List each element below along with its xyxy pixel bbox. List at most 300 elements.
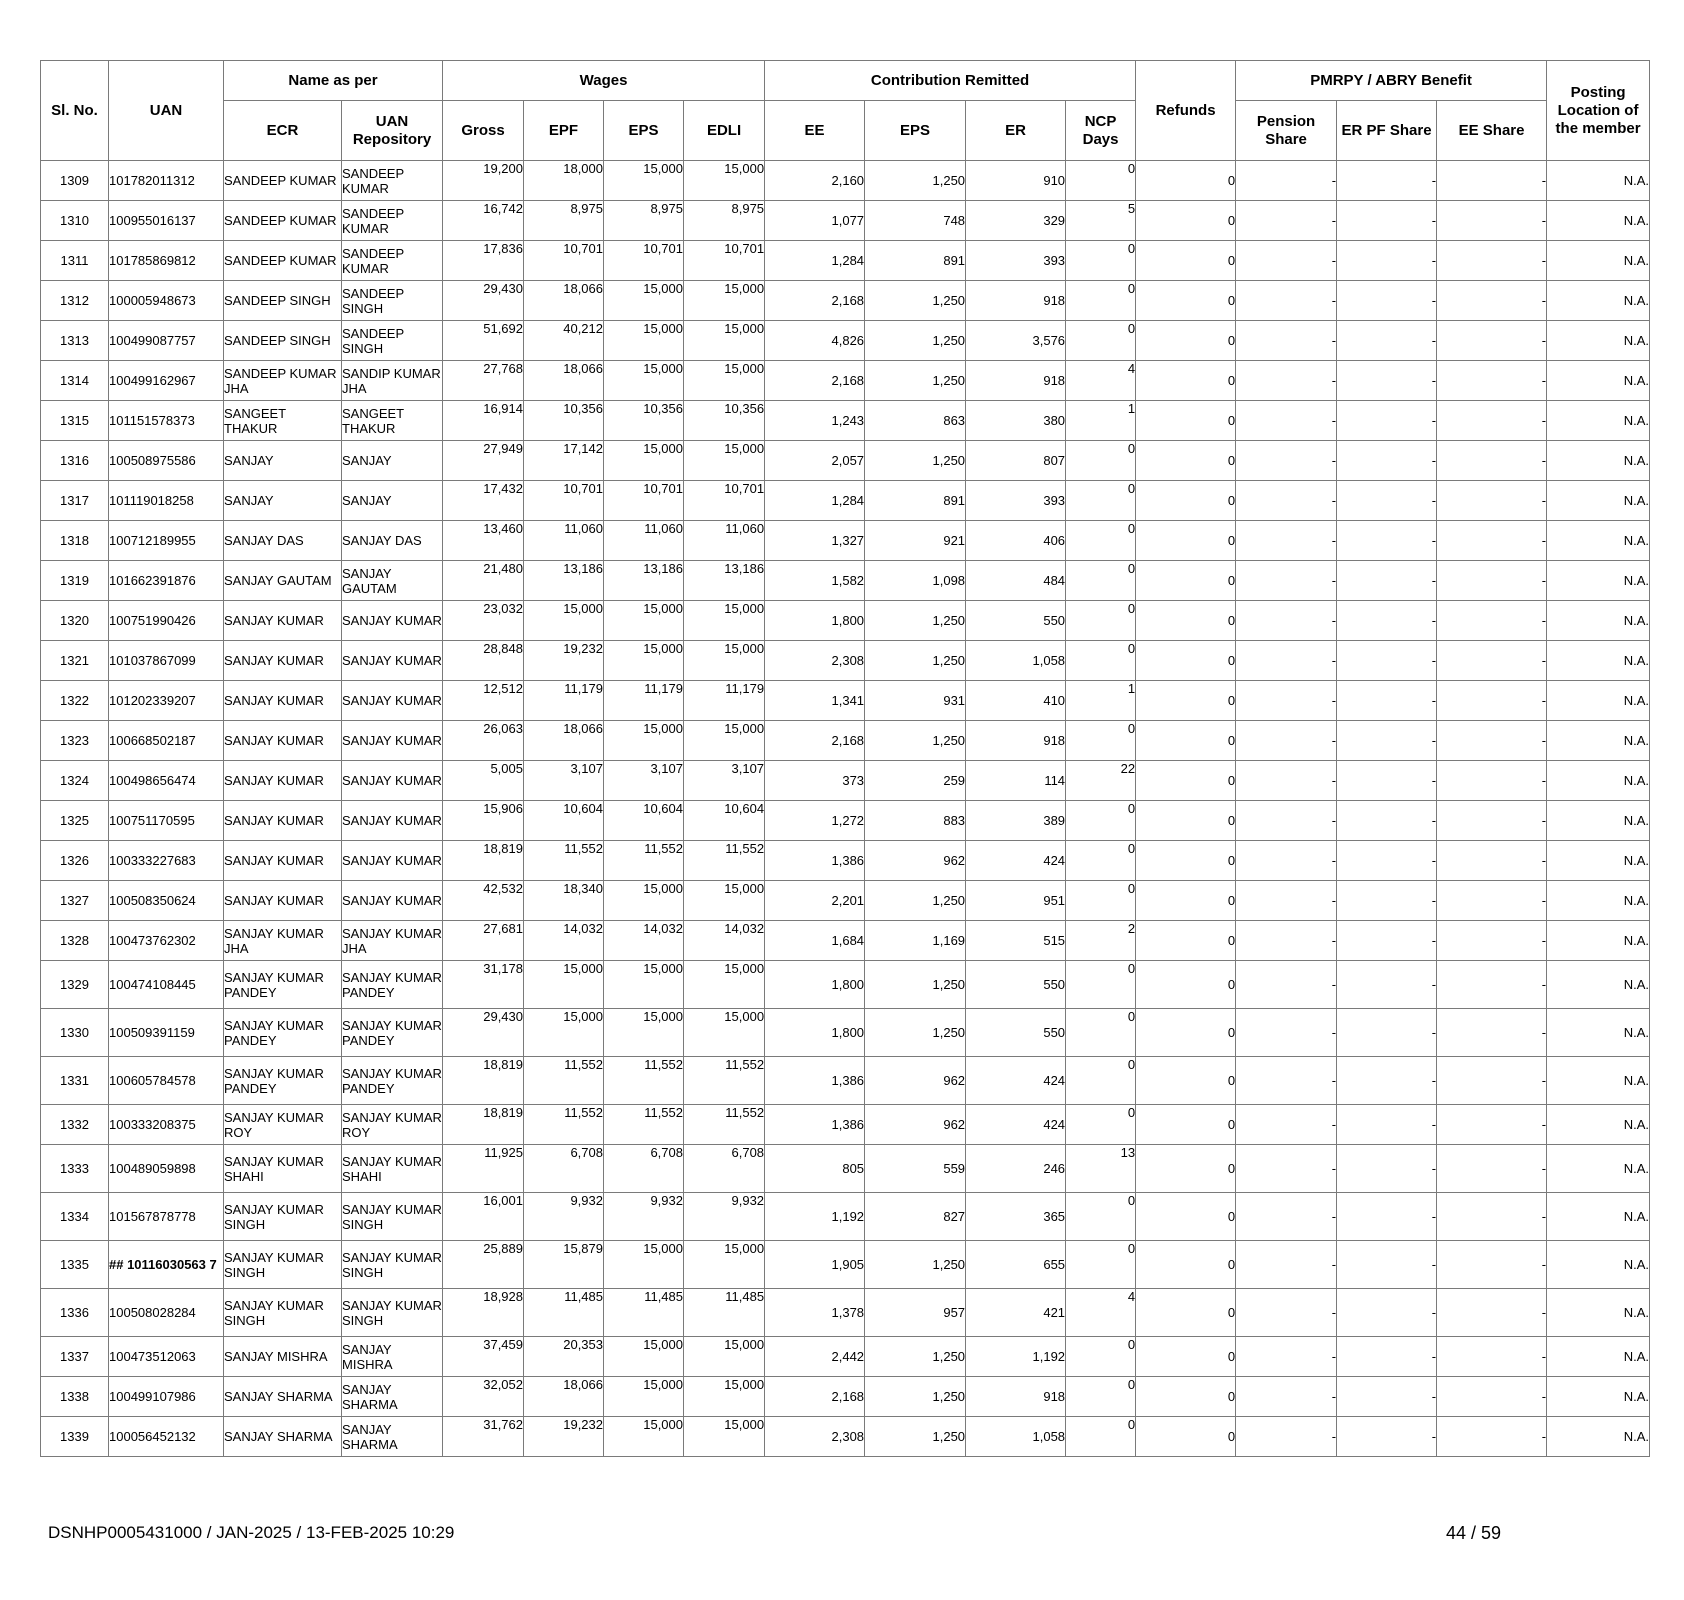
cell-pension-share: - [1236, 561, 1337, 601]
cell-sl-no: 1331 [41, 1057, 109, 1105]
cell-pension-share: - [1236, 601, 1337, 641]
cell-wages-eps: 10,604 [604, 801, 684, 841]
cell-pension-share: - [1236, 1241, 1337, 1289]
cell-contrib-ee: 1,684 [765, 921, 865, 961]
cell-wages-gross: 32,052 [443, 1377, 524, 1417]
cell-name-uan-repository: SANJAY KUMAR JHA [342, 921, 443, 961]
cell-pension-share: - [1236, 521, 1337, 561]
header-edli: EDLI [684, 101, 765, 161]
cell-refunds: 0 [1136, 561, 1236, 601]
cell-uan: 100499162967 [109, 361, 224, 401]
cell-contrib-er: 951 [966, 881, 1066, 921]
cell-name-uan-repository: SANJAY KUMAR SINGH [342, 1241, 443, 1289]
cell-name-ecr: SANJAY KUMAR JHA [224, 921, 342, 961]
cell-wages-eps: 15,000 [604, 281, 684, 321]
cell-er-pf-share: - [1337, 1057, 1437, 1105]
cell-contrib-ee: 2,168 [765, 281, 865, 321]
cell-uan: 101785869812 [109, 241, 224, 281]
cell-posting-location: N.A. [1547, 321, 1650, 361]
cell-contrib-er: 1,058 [966, 641, 1066, 681]
cell-wages-gross: 51,692 [443, 321, 524, 361]
cell-contrib-er: 918 [966, 281, 1066, 321]
cell-uan: 101782011312 [109, 161, 224, 201]
cell-wages-eps: 15,000 [604, 1009, 684, 1057]
cell-wages-eps: 11,179 [604, 681, 684, 721]
cell-wages-gross: 5,005 [443, 761, 524, 801]
cell-wages-edli: 11,552 [684, 841, 765, 881]
cell-name-ecr: SANJAY KUMAR [224, 801, 342, 841]
cell-er-pf-share: - [1337, 1417, 1437, 1457]
cell-name-ecr: SANJAY KUMAR SINGH [224, 1241, 342, 1289]
cell-wages-epf: 14,032 [524, 921, 604, 961]
table-row [41, 961, 1650, 1009]
cell-refunds: 0 [1136, 201, 1236, 241]
cell-contrib-er: 1,058 [966, 1417, 1066, 1457]
cell-posting-location: N.A. [1547, 721, 1650, 761]
cell-sl-no: 1321 [41, 641, 109, 681]
cell-wages-gross: 13,460 [443, 521, 524, 561]
cell-contrib-ee: 1,243 [765, 401, 865, 441]
cell-wages-gross: 29,430 [443, 1009, 524, 1057]
cell-uan: 100751990426 [109, 601, 224, 641]
header-gross: Gross [443, 101, 524, 161]
cell-pension-share: - [1236, 401, 1337, 441]
cell-ee-share: - [1437, 601, 1547, 641]
cell-ee-share: - [1437, 641, 1547, 681]
cell-ee-share: - [1437, 361, 1547, 401]
footer-page-indicator: 44 / 59 [1446, 1523, 1502, 1543]
cell-uan: ## 10116030563 7 [109, 1241, 224, 1289]
cell-wages-eps: 8,975 [604, 201, 684, 241]
cell-pension-share: - [1236, 1105, 1337, 1145]
cell-ncp-days: 0 [1066, 961, 1136, 1009]
cell-wages-epf: 11,179 [524, 681, 604, 721]
cell-name-ecr: SANDEEP SINGH [224, 321, 342, 361]
cell-sl-no: 1339 [41, 1417, 109, 1457]
cell-ncp-days: 0 [1066, 881, 1136, 921]
cell-uan: 100056452132 [109, 1417, 224, 1457]
cell-contrib-ee: 1,378 [765, 1289, 865, 1337]
cell-er-pf-share: - [1337, 481, 1437, 521]
cell-wages-epf: 10,356 [524, 401, 604, 441]
cell-wages-epf: 6,708 [524, 1145, 604, 1193]
cell-ncp-days: 4 [1066, 1289, 1136, 1337]
cell-pension-share: - [1236, 1145, 1337, 1193]
table-row [41, 1193, 1650, 1241]
cell-wages-edli: 15,000 [684, 441, 765, 481]
cell-name-uan-repository: SANJAY KUMAR [342, 681, 443, 721]
cell-refunds: 0 [1136, 1057, 1236, 1105]
cell-wages-edli: 10,356 [684, 401, 765, 441]
cell-wages-gross: 31,178 [443, 961, 524, 1009]
cell-contrib-eps: 1,250 [865, 1377, 966, 1417]
cell-name-uan-repository: SANJAY DAS [342, 521, 443, 561]
cell-sl-no: 1311 [41, 241, 109, 281]
cell-pension-share: - [1236, 241, 1337, 281]
cell-ncp-days: 2 [1066, 921, 1136, 961]
cell-wages-epf: 18,066 [524, 1377, 604, 1417]
cell-ee-share: - [1437, 1417, 1547, 1457]
table-row [41, 681, 1650, 721]
cell-er-pf-share: - [1337, 681, 1437, 721]
header-name-as-per: Name as per [224, 61, 443, 101]
cell-refunds: 0 [1136, 801, 1236, 841]
cell-ee-share: - [1437, 401, 1547, 441]
cell-contrib-eps: 1,250 [865, 641, 966, 681]
cell-wages-eps: 6,708 [604, 1145, 684, 1193]
table-row [41, 1417, 1650, 1457]
cell-wages-epf: 11,552 [524, 1105, 604, 1145]
table-row [41, 281, 1650, 321]
cell-ncp-days: 5 [1066, 201, 1136, 241]
cell-er-pf-share: - [1337, 1377, 1437, 1417]
cell-name-uan-repository: SANJAY KUMAR PANDEY [342, 1057, 443, 1105]
cell-er-pf-share: - [1337, 961, 1437, 1009]
cell-uan: 100508028284 [109, 1289, 224, 1337]
cell-contrib-er: 380 [966, 401, 1066, 441]
cell-wages-epf: 11,485 [524, 1289, 604, 1337]
cell-posting-location: N.A. [1547, 961, 1650, 1009]
cell-pension-share: - [1236, 481, 1337, 521]
table-row [41, 921, 1650, 961]
cell-uan: 100499087757 [109, 321, 224, 361]
cell-ncp-days: 0 [1066, 1105, 1136, 1145]
cell-name-ecr: SANJAY KUMAR SINGH [224, 1193, 342, 1241]
cell-er-pf-share: - [1337, 401, 1437, 441]
header-pmrpy-abry-benefit: PMRPY / ABRY Benefit [1236, 61, 1547, 101]
cell-ncp-days: 0 [1066, 1193, 1136, 1241]
cell-pension-share: - [1236, 1193, 1337, 1241]
cell-refunds: 0 [1136, 281, 1236, 321]
header-epf: EPF [524, 101, 604, 161]
cell-ncp-days: 0 [1066, 521, 1136, 561]
cell-uan: 100508975586 [109, 441, 224, 481]
cell-contrib-er: 421 [966, 1289, 1066, 1337]
cell-ncp-days: 1 [1066, 681, 1136, 721]
cell-uan: 100498656474 [109, 761, 224, 801]
cell-pension-share: - [1236, 761, 1337, 801]
cell-wages-gross: 26,063 [443, 721, 524, 761]
cell-wages-edli: 11,485 [684, 1289, 765, 1337]
cell-contrib-eps: 883 [865, 801, 966, 841]
cell-wages-epf: 3,107 [524, 761, 604, 801]
cell-wages-eps: 3,107 [604, 761, 684, 801]
cell-wages-epf: 8,975 [524, 201, 604, 241]
cell-uan: 101037867099 [109, 641, 224, 681]
cell-contrib-er: 329 [966, 201, 1066, 241]
cell-contrib-ee: 805 [765, 1145, 865, 1193]
cell-refunds: 0 [1136, 1193, 1236, 1241]
header-er-pf-share: ER PF Share [1337, 101, 1437, 161]
cell-contrib-er: 515 [966, 921, 1066, 961]
cell-wages-edli: 15,000 [684, 601, 765, 641]
cell-wages-gross: 23,032 [443, 601, 524, 641]
cell-name-ecr: SANJAY KUMAR [224, 641, 342, 681]
cell-sl-no: 1314 [41, 361, 109, 401]
cell-ncp-days: 0 [1066, 1337, 1136, 1377]
cell-sl-no: 1310 [41, 201, 109, 241]
footer-document-ref: DSNHP0005431000 / JAN-2025 / 13-FEB-2025 10:29 [48, 1523, 455, 1542]
cell-contrib-ee: 1,386 [765, 841, 865, 881]
cell-wages-eps: 13,186 [604, 561, 684, 601]
cell-pension-share: - [1236, 441, 1337, 481]
cell-wages-edli: 15,000 [684, 881, 765, 921]
cell-wages-gross: 42,532 [443, 881, 524, 921]
cell-posting-location: N.A. [1547, 281, 1650, 321]
cell-uan: 100668502187 [109, 721, 224, 761]
cell-contrib-er: 246 [966, 1145, 1066, 1193]
cell-wages-eps: 14,032 [604, 921, 684, 961]
cell-posting-location: N.A. [1547, 401, 1650, 441]
cell-contrib-er: 918 [966, 361, 1066, 401]
cell-ee-share: - [1437, 441, 1547, 481]
cell-contrib-eps: 1,098 [865, 561, 966, 601]
cell-name-uan-repository: SANDIP KUMAR JHA [342, 361, 443, 401]
cell-er-pf-share: - [1337, 1145, 1437, 1193]
cell-wages-gross: 25,889 [443, 1241, 524, 1289]
cell-name-uan-repository: SANJAY KUMAR [342, 721, 443, 761]
cell-ee-share: - [1437, 281, 1547, 321]
cell-wages-edli: 15,000 [684, 281, 765, 321]
cell-name-ecr: SANJAY KUMAR PANDEY [224, 1009, 342, 1057]
cell-contrib-ee: 2,168 [765, 1377, 865, 1417]
cell-wages-gross: 16,001 [443, 1193, 524, 1241]
cell-ee-share: - [1437, 921, 1547, 961]
cell-name-ecr: SANJAY [224, 481, 342, 521]
cell-contrib-ee: 2,201 [765, 881, 865, 921]
cell-wages-gross: 18,819 [443, 841, 524, 881]
cell-wages-eps: 15,000 [604, 961, 684, 1009]
table-row [41, 521, 1650, 561]
cell-ee-share: - [1437, 1377, 1547, 1417]
cell-ee-share: - [1437, 1105, 1547, 1145]
cell-refunds: 0 [1136, 1337, 1236, 1377]
cell-ee-share: - [1437, 1009, 1547, 1057]
cell-wages-eps: 15,000 [604, 361, 684, 401]
cell-wages-epf: 18,000 [524, 161, 604, 201]
cell-wages-epf: 15,879 [524, 1241, 604, 1289]
cell-sl-no: 1309 [41, 161, 109, 201]
cell-pension-share: - [1236, 921, 1337, 961]
cell-uan: 100508350624 [109, 881, 224, 921]
cell-contrib-eps: 1,250 [865, 1337, 966, 1377]
cell-wages-edli: 15,000 [684, 1241, 765, 1289]
cell-wages-epf: 15,000 [524, 961, 604, 1009]
cell-sl-no: 1337 [41, 1337, 109, 1377]
cell-name-uan-repository: SANJAY KUMAR [342, 601, 443, 641]
cell-name-uan-repository: SANJAY KUMAR PANDEY [342, 961, 443, 1009]
cell-name-ecr: SANDEEP KUMAR [224, 241, 342, 281]
cell-refunds: 0 [1136, 681, 1236, 721]
cell-pension-share: - [1236, 881, 1337, 921]
cell-name-ecr: SANDEEP KUMAR [224, 161, 342, 201]
cell-pension-share: - [1236, 721, 1337, 761]
cell-contrib-ee: 2,442 [765, 1337, 865, 1377]
cell-name-uan-repository: SANDEEP KUMAR [342, 161, 443, 201]
cell-name-ecr: SANJAY KUMAR PANDEY [224, 1057, 342, 1105]
ecr-members-table [40, 60, 1650, 1457]
table-row [41, 641, 1650, 681]
cell-contrib-ee: 1,284 [765, 241, 865, 281]
cell-sl-no: 1327 [41, 881, 109, 921]
cell-posting-location: N.A. [1547, 881, 1650, 921]
cell-contrib-er: 910 [966, 161, 1066, 201]
header-ee: EE [765, 101, 865, 161]
cell-wages-gross: 15,906 [443, 801, 524, 841]
cell-sl-no: 1334 [41, 1193, 109, 1241]
table-body [41, 161, 1650, 1457]
cell-sl-no: 1336 [41, 1289, 109, 1337]
cell-wages-gross: 29,430 [443, 281, 524, 321]
header-contribution-remitted: Contribution Remitted [765, 61, 1136, 101]
cell-pension-share: - [1236, 1337, 1337, 1377]
cell-ncp-days: 0 [1066, 1417, 1136, 1457]
cell-uan: 101119018258 [109, 481, 224, 521]
cell-contrib-er: 406 [966, 521, 1066, 561]
cell-uan: 100005948673 [109, 281, 224, 321]
cell-pension-share: - [1236, 641, 1337, 681]
cell-contrib-eps: 921 [865, 521, 966, 561]
cell-contrib-eps: 957 [865, 1289, 966, 1337]
cell-name-uan-repository: SANJAY KUMAR ROY [342, 1105, 443, 1145]
cell-name-uan-repository: SANDEEP KUMAR [342, 241, 443, 281]
table-row [41, 441, 1650, 481]
cell-uan: 100473512063 [109, 1337, 224, 1377]
cell-posting-location: N.A. [1547, 841, 1650, 881]
cell-er-pf-share: - [1337, 841, 1437, 881]
cell-contrib-ee: 1,327 [765, 521, 865, 561]
cell-wages-epf: 10,604 [524, 801, 604, 841]
cell-er-pf-share: - [1337, 601, 1437, 641]
cell-wages-epf: 40,212 [524, 321, 604, 361]
cell-contrib-ee: 1,582 [765, 561, 865, 601]
cell-wages-epf: 19,232 [524, 1417, 604, 1457]
cell-pension-share: - [1236, 1289, 1337, 1337]
cell-ee-share: - [1437, 321, 1547, 361]
cell-ee-share: - [1437, 1057, 1547, 1105]
cell-wages-epf: 9,932 [524, 1193, 604, 1241]
cell-pension-share: - [1236, 841, 1337, 881]
cell-wages-edli: 15,000 [684, 1377, 765, 1417]
cell-sl-no: 1323 [41, 721, 109, 761]
cell-contrib-eps: 1,250 [865, 881, 966, 921]
cell-refunds: 0 [1136, 761, 1236, 801]
cell-wages-gross: 19,200 [443, 161, 524, 201]
cell-refunds: 0 [1136, 1417, 1236, 1457]
cell-wages-edli: 15,000 [684, 161, 765, 201]
cell-posting-location: N.A. [1547, 1009, 1650, 1057]
cell-ncp-days: 0 [1066, 321, 1136, 361]
cell-posting-location: N.A. [1547, 201, 1650, 241]
cell-name-ecr: SANJAY MISHRA [224, 1337, 342, 1377]
cell-wages-gross: 18,819 [443, 1105, 524, 1145]
cell-uan: 100605784578 [109, 1057, 224, 1105]
cell-er-pf-share: - [1337, 1241, 1437, 1289]
cell-wages-epf: 20,353 [524, 1337, 604, 1377]
table-row [41, 881, 1650, 921]
cell-er-pf-share: - [1337, 161, 1437, 201]
cell-contrib-eps: 259 [865, 761, 966, 801]
header-contrib-eps: EPS [865, 101, 966, 161]
cell-contrib-ee: 1,077 [765, 201, 865, 241]
cell-pension-share: - [1236, 1417, 1337, 1457]
cell-ncp-days: 1 [1066, 401, 1136, 441]
cell-refunds: 0 [1136, 1009, 1236, 1057]
cell-wages-epf: 19,232 [524, 641, 604, 681]
cell-contrib-eps: 1,250 [865, 1417, 966, 1457]
cell-wages-eps: 15,000 [604, 1241, 684, 1289]
cell-er-pf-share: - [1337, 441, 1437, 481]
cell-name-ecr: SANJAY KUMAR PANDEY [224, 961, 342, 1009]
cell-posting-location: N.A. [1547, 1241, 1650, 1289]
cell-wages-gross: 28,848 [443, 641, 524, 681]
cell-posting-location: N.A. [1547, 681, 1650, 721]
cell-er-pf-share: - [1337, 881, 1437, 921]
cell-name-uan-repository: SANJAY KUMAR PANDEY [342, 1009, 443, 1057]
cell-contrib-ee: 1,800 [765, 601, 865, 641]
cell-wages-edli: 11,060 [684, 521, 765, 561]
cell-name-ecr: SANJAY KUMAR ROY [224, 1105, 342, 1145]
cell-wages-edli: 15,000 [684, 1337, 765, 1377]
cell-wages-epf: 15,000 [524, 601, 604, 641]
cell-ncp-days: 13 [1066, 1145, 1136, 1193]
cell-ee-share: - [1437, 761, 1547, 801]
header-sl-no: Sl. No. [41, 61, 109, 161]
cell-wages-edli: 6,708 [684, 1145, 765, 1193]
cell-wages-eps: 10,356 [604, 401, 684, 441]
cell-sl-no: 1326 [41, 841, 109, 881]
cell-wages-eps: 15,000 [604, 881, 684, 921]
cell-wages-edli: 15,000 [684, 361, 765, 401]
cell-ncp-days: 0 [1066, 1057, 1136, 1105]
cell-ncp-days: 0 [1066, 721, 1136, 761]
cell-uan: 100712189955 [109, 521, 224, 561]
cell-ncp-days: 0 [1066, 161, 1136, 201]
cell-uan: 101662391876 [109, 561, 224, 601]
cell-ee-share: - [1437, 881, 1547, 921]
cell-posting-location: N.A. [1547, 1289, 1650, 1337]
cell-name-ecr: SANJAY KUMAR [224, 841, 342, 881]
table-row [41, 841, 1650, 881]
cell-ncp-days: 0 [1066, 561, 1136, 601]
cell-name-uan-repository: SANJAY SHARMA [342, 1417, 443, 1457]
cell-contrib-eps: 559 [865, 1145, 966, 1193]
cell-ee-share: - [1437, 841, 1547, 881]
cell-ncp-days: 0 [1066, 801, 1136, 841]
cell-wages-edli: 11,179 [684, 681, 765, 721]
cell-er-pf-share: - [1337, 1289, 1437, 1337]
cell-contrib-eps: 1,250 [865, 1241, 966, 1289]
cell-wages-gross: 16,914 [443, 401, 524, 441]
cell-wages-epf: 13,186 [524, 561, 604, 601]
cell-contrib-er: 550 [966, 961, 1066, 1009]
cell-sl-no: 1320 [41, 601, 109, 641]
cell-er-pf-share: - [1337, 801, 1437, 841]
cell-contrib-ee: 2,168 [765, 361, 865, 401]
cell-name-ecr: SANJAY KUMAR [224, 601, 342, 641]
cell-name-uan-repository: SANJAY [342, 481, 443, 521]
cell-posting-location: N.A. [1547, 1337, 1650, 1377]
cell-contrib-er: 807 [966, 441, 1066, 481]
cell-er-pf-share: - [1337, 1337, 1437, 1377]
cell-contrib-eps: 748 [865, 201, 966, 241]
cell-wages-gross: 27,768 [443, 361, 524, 401]
cell-er-pf-share: - [1337, 1009, 1437, 1057]
cell-ee-share: - [1437, 521, 1547, 561]
cell-uan: 100499107986 [109, 1377, 224, 1417]
cell-uan: 100333208375 [109, 1105, 224, 1145]
cell-contrib-ee: 1,386 [765, 1105, 865, 1145]
